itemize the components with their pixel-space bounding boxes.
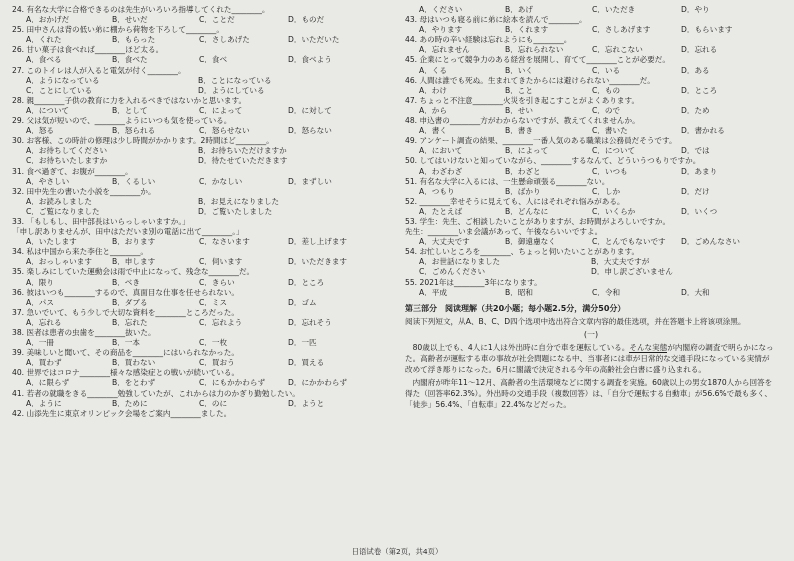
answer-option: D．一匹 xyxy=(288,338,317,348)
answer-option: A．忘れる xyxy=(26,317,62,327)
option-row xyxy=(405,66,777,76)
option-row xyxy=(12,126,384,136)
answer-option: C．忘れよう xyxy=(199,317,243,327)
option-row xyxy=(12,318,384,328)
answer-option: D．いただきます xyxy=(288,257,348,267)
answer-option: C．ミス xyxy=(199,297,228,307)
question-stem: 27. このトイレは人が入ると電気が付く________。 xyxy=(12,65,186,75)
answer-option: B．もらった xyxy=(112,35,156,45)
answer-option: B．お待ちいただけますか xyxy=(198,146,287,156)
question-stem: 38. 医者は患者の虫歯を________抜いた。 xyxy=(12,328,156,337)
answer-option: A．いたします xyxy=(26,237,77,247)
question-stem: 先生：________いま会議があって、午後ならいいですよ。 xyxy=(405,227,603,237)
answer-option: B．どんなに xyxy=(505,206,549,216)
answer-option: A．つもり xyxy=(419,186,455,196)
question-stem: 37. 急いでいて、もう少しで大切な資料を________ところだった。 xyxy=(12,307,239,317)
option-row xyxy=(12,35,384,45)
option-row xyxy=(405,45,777,55)
question-stem: 54. お忙しいところを________、ちょっと伺いたいことがあります。 xyxy=(405,247,640,257)
answer-option: C．いつも xyxy=(592,166,628,176)
answer-option: A．から xyxy=(419,105,447,115)
option-row xyxy=(405,25,777,35)
answer-option: B．忘れた xyxy=(112,317,148,327)
option-row xyxy=(405,5,777,15)
option-row xyxy=(12,298,384,308)
answer-option: B．一本 xyxy=(112,338,140,348)
question-stem: 28. 親________子供の教育に力を入れるべきではないかと思います。 xyxy=(12,95,247,105)
answer-option: B．大丈夫ですが xyxy=(591,257,650,267)
answer-option: A．において xyxy=(419,146,463,156)
option-row xyxy=(405,207,777,217)
answer-option: C．しか xyxy=(592,186,621,196)
option-row xyxy=(12,278,384,288)
answer-option: D．申し訳ございません xyxy=(591,267,673,277)
answer-option: D．買える xyxy=(288,358,325,368)
question-stem: 47. ちょっと不注意________火災を引き起こすことがよくあります。 xyxy=(405,95,640,105)
option-row xyxy=(12,197,384,207)
answer-option: B．御遠慮なく xyxy=(505,237,556,247)
answer-option: D．いただいた xyxy=(288,35,340,45)
answer-option: B．ために xyxy=(112,398,148,408)
answer-option: B．くるしい xyxy=(112,176,156,186)
answer-option: A．一冊 xyxy=(26,338,54,348)
answer-option: C．さしあげた xyxy=(199,35,250,45)
option-row xyxy=(12,237,384,247)
option-row xyxy=(405,167,777,177)
answer-option: B．わざと xyxy=(505,166,541,176)
answer-option: B．こと xyxy=(505,85,533,95)
answer-option: A．に限らず xyxy=(26,378,70,388)
answer-option: D．もらいます xyxy=(681,25,733,35)
answer-option: A．平成 xyxy=(419,287,447,297)
answer-option: D．ご覧いたしました xyxy=(198,206,273,216)
answer-option: C．かなしい xyxy=(199,176,243,186)
answer-option: B．昭和 xyxy=(505,287,533,297)
right-question-list xyxy=(405,5,777,298)
answer-option: A．おっしゃいます xyxy=(26,257,92,267)
answer-option: D．ところ xyxy=(288,277,325,287)
question-stem: 36. 彼はいつも________するので、真面目な仕事を任せられない。 xyxy=(12,287,239,297)
option-row xyxy=(405,267,777,277)
passage-paragraph-2 xyxy=(405,377,777,411)
answer-option: C．怒らせない xyxy=(199,126,250,136)
answer-option: D．では xyxy=(681,146,710,156)
option-row xyxy=(405,288,777,298)
answer-option: B．ばかり xyxy=(505,186,541,196)
answer-option: A．わけ xyxy=(419,85,447,95)
question-stem: 29. 父は気が短いので、________ようにいつも気を使っている。 xyxy=(12,116,232,126)
option-row xyxy=(12,338,384,348)
option-row xyxy=(12,55,384,65)
question-stem: 45. 企業にとって競争力のある経営を展開し、育てて________ことが必要だ。 xyxy=(405,55,670,65)
answer-option: C．さしあげます xyxy=(592,25,651,35)
answer-option: B．べき xyxy=(112,277,140,287)
answer-option: D．忘れそう xyxy=(288,317,332,327)
answer-option: C．お待ちいたしますか xyxy=(26,156,108,166)
option-row xyxy=(12,177,384,187)
answer-option: A．お読みしました xyxy=(26,196,92,206)
answer-option: D．ようと xyxy=(288,398,325,408)
question-stem: 33. 「もしもし、田中部長はいらっしゃいますか。」 xyxy=(12,216,190,226)
answer-option: C．とんでもないです xyxy=(592,237,666,247)
answer-option: D．やり xyxy=(681,5,710,14)
answer-option: D．まずしい xyxy=(288,176,332,186)
answer-option: B．忘れられない xyxy=(505,45,564,55)
question-stem: 41. 若者の就職をきる________勉強していたが、これからは力のかぎり勤勉したい。 xyxy=(12,388,300,398)
question-stem: 32. 田中先生の書いた小説を________か。 xyxy=(12,186,156,196)
para1-text-rest: が内閣府の調査で明らかになった。高齢者が運転する車の事故が社会問題になる中、当事者には車が日常的な交通手段になっている実情が改めて浮き彫りになった。6月に閣議で決定される今年の高齢社会白書に盛り込まれる。 xyxy=(405,342,774,375)
answer-option: C．伺います xyxy=(199,257,243,267)
answer-option: B．お見えになりました xyxy=(198,196,280,206)
question-stem: 46. 人間は誰でも死ぬ。生まれてきたからには避けられない________だ。 xyxy=(405,75,655,85)
answer-option: D．忘れる xyxy=(681,45,718,55)
right-column xyxy=(405,5,777,411)
answer-option: B．いく xyxy=(505,65,533,75)
answer-option: D．差し上げます xyxy=(288,237,348,247)
para1-text: 80歳以上でも、4人に1人は外出時に自分で車を運転している。 xyxy=(412,342,630,352)
answer-option: A．やさしい xyxy=(26,176,70,186)
answer-option: C．一枚 xyxy=(199,338,228,348)
question-stem: 43. 母はいつも寝る前に弟に絵本を読んで________。 xyxy=(405,15,587,25)
question-stem: 52. ________幸せそうに見えても、人にはそれぞれ悩みがある。 xyxy=(405,196,625,206)
answer-option: B．書き xyxy=(505,126,533,136)
answer-option: D．いくつ xyxy=(681,206,718,216)
answer-option: C．なさいます xyxy=(199,237,250,247)
answer-option: A．ください xyxy=(419,5,463,14)
answer-option: A．書く xyxy=(419,126,447,136)
answer-option: A．くれた xyxy=(26,35,62,45)
answer-option: A．食べる xyxy=(26,55,62,65)
question-stem: 40. 世界ではコロナ________様々な感染症との戦いが続いている。 xyxy=(12,368,240,378)
answer-option: C．きらい xyxy=(199,277,235,287)
answer-option: C．ごめんください xyxy=(419,267,486,277)
answer-option: D．ある xyxy=(681,65,710,75)
answer-option: D．待たせていただきます xyxy=(198,156,288,166)
option-row xyxy=(12,257,384,267)
answer-option: A．怒る xyxy=(26,126,54,136)
option-row xyxy=(405,106,777,116)
option-row xyxy=(12,207,384,217)
answer-option: A．忘れません xyxy=(419,45,470,55)
question-stem: 24. 有名な大学に合格できるのは先生がいろいろ指導してくれた________。 xyxy=(12,5,270,14)
answer-option: B．ことになっている xyxy=(198,75,272,85)
answer-option: C．買おう xyxy=(199,358,235,368)
option-row xyxy=(405,257,777,267)
question-stem: 55. 2021年は________3年になります。 xyxy=(405,277,542,287)
answer-option: B．おります xyxy=(112,237,156,247)
para2-text: 内閣府が昨年11～12月、高齢者の生活環境などに関する調査を実施。60歳以上の男女1870人から回答を得た（回答率62.3%）。外出時の交通手段（複数回答）は、「自分で運転する自動車」が56.6%で最も多く、「徒歩」56.4%、「自転車」22.4%などだった。 xyxy=(405,377,773,409)
option-row xyxy=(12,76,384,86)
question-stem: 25. 田中さんは背の低い弟に棚から荷物を下ろして________。 xyxy=(12,25,224,35)
option-row xyxy=(12,86,384,96)
option-row xyxy=(12,358,384,368)
section-instruction: 阅读下列短文，从A、B、C、D四个选项中选出符合文章内容的最佳选项，并在答题卡上将该项涂黑。 xyxy=(405,316,746,326)
option-row xyxy=(405,86,777,96)
answer-option: B．せいだ xyxy=(112,15,148,25)
passage-paragraph-1 xyxy=(405,342,777,376)
answer-option: B．ダブる xyxy=(112,297,148,307)
answer-option: A．おかげだ xyxy=(26,15,70,25)
option-row xyxy=(12,146,384,156)
answer-option: C．ので xyxy=(592,105,621,115)
question-stem: 48. 申込書の________方がわからないですが、教えてくれませんか。 xyxy=(405,116,640,126)
answer-option: D．書かれる xyxy=(681,126,725,136)
question-stem: 53. 学生：先生、ご相談したいことがありますが、お時間がよろしいですか。 xyxy=(405,216,671,226)
answer-option: C．いただき xyxy=(592,5,636,14)
answer-option: C．ことにしている xyxy=(26,85,93,95)
answer-option: D．ものだ xyxy=(288,15,325,25)
answer-option: B．くれます xyxy=(505,25,549,35)
option-row xyxy=(12,156,384,166)
answer-option: A．ように xyxy=(26,398,62,408)
answer-option: B．をとわず xyxy=(112,378,156,388)
question-stem: 「申し訳ありませんが、田中はただいま別の電話に出て________。」 xyxy=(12,227,244,237)
answer-option: A．パス xyxy=(26,297,54,307)
answer-option: B．食べた xyxy=(112,55,148,65)
answer-option: B．買わない xyxy=(112,358,156,368)
option-row xyxy=(405,237,777,247)
answer-option: A．について xyxy=(26,105,70,115)
answer-option: D．大和 xyxy=(681,287,710,297)
option-row xyxy=(12,378,384,388)
answer-option: C．のに xyxy=(199,398,228,408)
answer-option: B．せい xyxy=(505,105,533,115)
question-stem: 26. 甘い菓子は食べれば________ほど太る。 xyxy=(12,45,164,55)
answer-option: A．くる xyxy=(419,65,447,75)
answer-option: D．ごめんなさい xyxy=(681,237,741,247)
question-stem: 42. 山添先生に東京オリンピック会場をご案内________ました。 xyxy=(12,408,232,418)
question-stem: 51. 有名な大学に入るには、一生懸命頑張る________ない。 xyxy=(405,176,610,186)
answer-option: A．限り xyxy=(26,277,54,287)
answer-option: C．食べ xyxy=(199,55,228,65)
answer-option: D．だけ xyxy=(681,186,710,196)
answer-option: D．にかかわらず xyxy=(288,378,348,388)
answer-option: D．ようにしている xyxy=(198,85,265,95)
question-stem: 50. してはいけないと知っていながら、________するなんて、どういうつもりですか。 xyxy=(405,156,701,166)
answer-option: C．いくらか xyxy=(592,206,636,216)
answer-option: C．令和 xyxy=(592,287,621,297)
passage-number: (一) xyxy=(583,329,599,339)
answer-option: C．にもかかわらず xyxy=(199,378,266,388)
question-stem: 34. 私は中国から来た李住と________。 xyxy=(12,247,148,257)
option-row xyxy=(12,15,384,25)
answer-option: D．ところ xyxy=(681,85,718,95)
option-row xyxy=(12,399,384,409)
answer-option: C．によって xyxy=(199,105,243,115)
question-stem: 30. お客様、この時計の修理は少し時間がかかります。2時間ほど________。 xyxy=(12,136,274,146)
answer-option: B．申します xyxy=(112,257,156,267)
answer-option: A．お世話になりました xyxy=(419,257,501,267)
answer-option: D．に対して xyxy=(288,105,332,115)
question-stem: 31. 食べ過ぎて、お腹が________。 xyxy=(12,166,133,176)
answer-option: A．大丈夫です xyxy=(419,237,470,247)
answer-option: C．いる xyxy=(592,65,621,75)
answer-option: D．ため xyxy=(681,105,710,115)
answer-option: C．忘れこない xyxy=(592,45,643,55)
page-footer: 日语试卷（第2页，共4页） xyxy=(351,547,443,556)
answer-option: D．怒らない xyxy=(288,126,332,136)
option-row xyxy=(405,187,777,197)
answer-option: B．によって xyxy=(505,146,549,156)
answer-option: C．ご覧になりました xyxy=(26,206,100,216)
question-stem: 49. アンケート調査の結果、________一番人気のある職業は公務員だそうです。 xyxy=(405,136,677,146)
option-row xyxy=(12,106,384,116)
section-header: 第三部分 阅读理解（共20小题；每小题2.5分，满分50分） xyxy=(405,303,626,313)
answer-option: B．怒られる xyxy=(112,126,156,136)
answer-option: A．買わず xyxy=(26,358,62,368)
answer-option: D．食べよう xyxy=(288,55,332,65)
answer-option: C．もの xyxy=(592,85,621,95)
answer-option: A．やります xyxy=(419,25,463,35)
answer-option: A．わざわざ xyxy=(419,166,463,176)
answer-option: C．書いた xyxy=(592,126,628,136)
question-stem: 39. 美味しいと聞いて、その商品を________にはいられなかった。 xyxy=(12,348,239,358)
answer-option: D．ゴム xyxy=(288,297,317,307)
answer-option: B．あげ xyxy=(505,5,533,14)
question-stem: 35. 楽しみにしていた運動会は雨で中止になって、残念な________だ。 xyxy=(12,267,255,277)
underlined-phrase: そんな実態 xyxy=(629,342,668,352)
answer-option: C．について xyxy=(592,146,636,156)
answer-option: D．あまり xyxy=(681,166,718,176)
answer-option: A．お待ちしてください xyxy=(26,146,108,156)
answer-option: B．として xyxy=(112,105,148,115)
option-row xyxy=(405,146,777,156)
question-stem: 44. あの時の辛い経験は忘れようにも________。 xyxy=(405,35,572,45)
answer-option: A．ようになっている xyxy=(26,75,100,85)
option-row xyxy=(405,126,777,136)
answer-option: A．たとえば xyxy=(419,206,463,216)
answer-option: C．ことだ xyxy=(199,15,235,25)
left-column xyxy=(12,5,384,419)
